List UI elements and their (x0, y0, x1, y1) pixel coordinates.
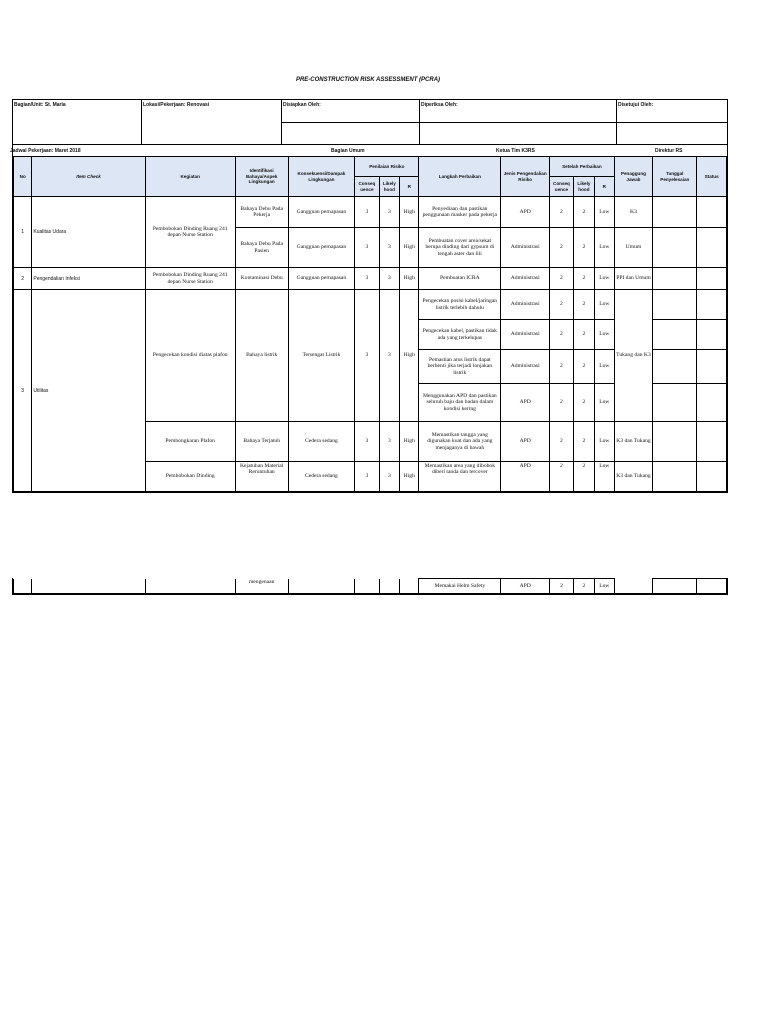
col-jenis: Jenis Pengendalian Risiko (501, 157, 550, 197)
row-conseq-after: 2 (550, 228, 573, 268)
row-tanggal (653, 197, 697, 228)
col-item-check: Item Check (32, 157, 145, 197)
row-langkah: Pembuatan cover area/sekat berupa dinding dari gypsum di tengah aster dan lili (419, 228, 501, 268)
row-konsekuensi: Gangguan pernapasan (288, 197, 354, 228)
row-konsekuensi: Gangguan pernapasan (288, 268, 354, 290)
row-r-after: Low (595, 228, 614, 268)
row-langkah: Memakai Helm Safety (419, 579, 501, 594)
row-likely-after: 2 (573, 268, 594, 290)
checked-by (420, 100, 617, 144)
row-konsekuensi: Gangguan pernapasan (288, 228, 354, 268)
row-likely-after: 2 (573, 579, 594, 594)
risk-table-continuation (13, 578, 727, 594)
row-konsekuensi: Tersengat Listrik (288, 290, 354, 422)
table-row (14, 268, 727, 290)
row-r-after: Low (595, 350, 614, 384)
row-conseq: 3 (355, 268, 380, 290)
col-konsekuensi: Konsekuensi/Dampak Lingkungan (288, 157, 354, 197)
row-r-after: Low (595, 268, 614, 290)
row-conseq-after: 2 (550, 422, 573, 462)
row-konsekuensi: Cedera sedang (288, 422, 354, 462)
row-conseq-after: 2 (550, 320, 573, 350)
row-r-after: Low (595, 579, 614, 594)
row-status (697, 422, 727, 462)
row-identifikasi: Bahaya Terjatuh (235, 422, 288, 462)
row-item (32, 579, 145, 594)
col-likely: Likely hood (379, 177, 399, 197)
row-identifikasi: mengenaan (235, 579, 288, 594)
row-status (697, 290, 727, 320)
row-langkah: Pemastian arus listrik dapat berhenti jika terjadi lonjakan listrik (419, 350, 501, 384)
row-no: 3 (14, 290, 32, 492)
row-conseq: 3 (355, 422, 380, 462)
row-likely: 3 (379, 462, 399, 492)
col-penanggung: Penaggung Jawab (614, 157, 653, 197)
row-jenis: Administrasi (501, 320, 550, 350)
divider (420, 122, 616, 123)
row-likely-after: 2 (573, 228, 594, 268)
row-likely-after: 2 (573, 462, 594, 492)
row-likely-after: 2 (573, 422, 594, 462)
row-likely-after: 2 (573, 350, 594, 384)
row-likely-after: 2 (573, 290, 594, 320)
row-r-after: Low (595, 197, 614, 228)
row-status (697, 320, 727, 350)
row-tanggal (653, 462, 697, 492)
row-item: Utilitas (32, 290, 145, 492)
risk-table (13, 156, 727, 492)
schedule-label: Jadwal Pekerjaan: Maret 2018 (10, 148, 81, 154)
row-no: 2 (14, 268, 32, 290)
signer-bagian-umum: Bagian Umum (331, 148, 365, 154)
row-identifikasi: Kejatuhan Material Reruntuhan (235, 462, 288, 492)
row-r: High (400, 268, 419, 290)
document-title: PRE-CONSTRUCTION RISK ASSESSMENT (PCRA) (295, 77, 441, 83)
table-row (14, 290, 727, 320)
row-jenis: APD (501, 197, 550, 228)
prepared-by (282, 100, 420, 144)
signer-direktur: Direktur RS (655, 148, 683, 154)
row-conseq-after: 2 (550, 384, 573, 422)
col-tanggal: Tanggal Penyelesaian (653, 157, 697, 197)
row-no: 1 (14, 197, 32, 268)
row-konsekuensi: Cedera sedang (288, 462, 354, 492)
col-no: No (14, 157, 32, 197)
row-kegiatan: Pembobokan Dinding Ruang 241 depan Nurse Station (145, 197, 235, 268)
row-r: High (400, 197, 419, 228)
table-row (14, 197, 727, 228)
signer-ketua: Ketua Tim K3RS (496, 148, 535, 154)
row-langkah: Menggunakan APD dan pastikan seluruh baju dan badan dalam kondisi kering (419, 384, 501, 422)
row-likely: 3 (379, 197, 399, 228)
row-status (697, 384, 727, 422)
row-conseq-after: 2 (550, 268, 573, 290)
row-likely: 3 (379, 422, 399, 462)
row-langkah: Pembuatan ICRA (419, 268, 501, 290)
row-status (697, 268, 727, 290)
row-jenis: Administrasi (501, 228, 550, 268)
row-langkah: Pengecekan posisi kabel/jaringan listrik terlebih dahulu (419, 290, 501, 320)
row-tanggal (653, 422, 697, 462)
divider (617, 122, 727, 123)
row-konsekuensi (288, 579, 354, 594)
row-kegiatan: Pembongkaran Plafon (145, 422, 235, 462)
row-item: Kualitas Udara (32, 197, 145, 268)
row-no (14, 579, 32, 594)
row-kegiatan: Pengecekan kondisi diatas plafon (145, 290, 235, 422)
row-r (400, 579, 419, 594)
row-conseq-after: 2 (550, 462, 573, 492)
row-status (697, 462, 727, 492)
row-identifikasi: Bahaya Debu Pada Pasien (235, 228, 288, 268)
row-langkah: Memastikan tangga yang digunakan kuat dan ada yang menjaganya di bawah (419, 422, 501, 462)
row-pj: Umum (614, 228, 653, 268)
row-tanggal (653, 350, 697, 384)
row-likely-after: 2 (573, 320, 594, 350)
row-jenis: Administrasi (501, 350, 550, 384)
row-tanggal (653, 268, 697, 290)
row-langkah: Memastikan area yang dibobok diberi tanda dan tercover (419, 462, 501, 492)
row-likely: 3 (379, 228, 399, 268)
row-tanggal (653, 290, 697, 320)
row-likely: 3 (379, 268, 399, 290)
row-tanggal (653, 228, 697, 268)
row-status (697, 228, 727, 268)
col-kegiatan: Kegiatan (145, 157, 235, 197)
row-likely: 3 (379, 290, 399, 422)
row-identifikasi: Bahaya Debu Pada Pekerja (235, 197, 288, 228)
row-tanggal (653, 320, 697, 350)
checked-by-label: Diperiksa Oleh: (421, 102, 458, 108)
row-r: High (400, 290, 419, 422)
row-r-after: Low (595, 290, 614, 320)
row-jenis: APD (501, 579, 550, 594)
row-status (697, 579, 727, 594)
row-status (697, 197, 727, 228)
row-r-after: Low (595, 422, 614, 462)
approved-by (617, 100, 727, 144)
table-row (14, 579, 727, 594)
row-pj: K3 dan Tukang (614, 422, 653, 462)
row-item: Pengendalian Infeksi (32, 268, 145, 290)
row-kegiatan: Pembobokan Dinding (145, 462, 235, 492)
row-conseq-after: 2 (550, 350, 573, 384)
row-likely (379, 579, 399, 594)
row-tanggal (653, 384, 697, 422)
row-conseq: 3 (355, 290, 380, 422)
divider (282, 122, 419, 123)
row-likely-after: 2 (573, 197, 594, 228)
row-conseq: 3 (355, 197, 380, 228)
row-conseq-after: 2 (550, 197, 573, 228)
row-likely-after: 2 (573, 384, 594, 422)
row-r: High (400, 228, 419, 268)
page-continuation (12, 578, 728, 595)
row-identifikasi: Kontaminasi Debu (235, 268, 288, 290)
row-langkah: Pengecekan kabel, pastikan tidak ada yang terkelupas (419, 320, 501, 350)
row-conseq-after: 2 (550, 290, 573, 320)
row-pj: K3 (614, 197, 653, 228)
row-r: High (400, 462, 419, 492)
col-r-after: R (595, 177, 614, 197)
row-status (697, 350, 727, 384)
col-status: Status (697, 157, 727, 197)
col-conseq-after: Conseq uence (550, 177, 573, 197)
row-r-after: Low (595, 462, 614, 492)
row-pj: Tukang dan K3 (614, 290, 653, 422)
row-conseq: 3 (355, 228, 380, 268)
pcra-sheet (12, 99, 728, 493)
col-likely-after: Likely hood (573, 177, 594, 197)
prepared-by-label: Disiapkan Oleh: (283, 102, 321, 108)
row-jenis: APD (501, 422, 550, 462)
signature-header (13, 100, 727, 145)
schedule-row (10, 145, 727, 156)
row-pj (614, 579, 653, 594)
col-setelah: Setelah Perbaikan (550, 157, 614, 177)
row-conseq (355, 579, 380, 594)
col-langkah: Langkah Perbaikan (419, 157, 501, 197)
unit-field: Bagian/Unit: St. Maria (13, 100, 142, 144)
row-tanggal (653, 579, 697, 594)
col-r: R (400, 177, 419, 197)
row-r-after: Low (595, 320, 614, 350)
row-jenis: APD (501, 462, 550, 492)
approved-by-label: Disetujui Oleh: (618, 102, 654, 108)
col-penilaian: Penilaian Risiko (355, 157, 419, 177)
row-kegiatan: Pembobokan Dinding Ruang 241 depan Nurse Station (145, 268, 235, 290)
row-kegiatan (145, 579, 235, 594)
row-jenis: APD (501, 384, 550, 422)
row-r-after: Low (595, 384, 614, 422)
col-identifikasi: Identifikasi Bahaya/Aspek Lingkungan (235, 157, 288, 197)
row-jenis: Administrasi (501, 290, 550, 320)
row-conseq: 3 (355, 462, 380, 492)
location-field: Lokasi/Pekerjaan: Renovasi (142, 100, 282, 144)
row-langkah: Penyediaan dan pastikan penggunaan masker pada pekerja (419, 197, 501, 228)
row-r: High (400, 422, 419, 462)
row-conseq-after: 2 (550, 579, 573, 594)
col-conseq: Conseq uence (355, 177, 380, 197)
row-pj: PPI dan Umum (614, 268, 653, 290)
row-identifikasi: Bahaya listrik (235, 290, 288, 422)
row-pj: K3 dan Tukang (614, 462, 653, 492)
row-jenis: Administrasi (501, 268, 550, 290)
